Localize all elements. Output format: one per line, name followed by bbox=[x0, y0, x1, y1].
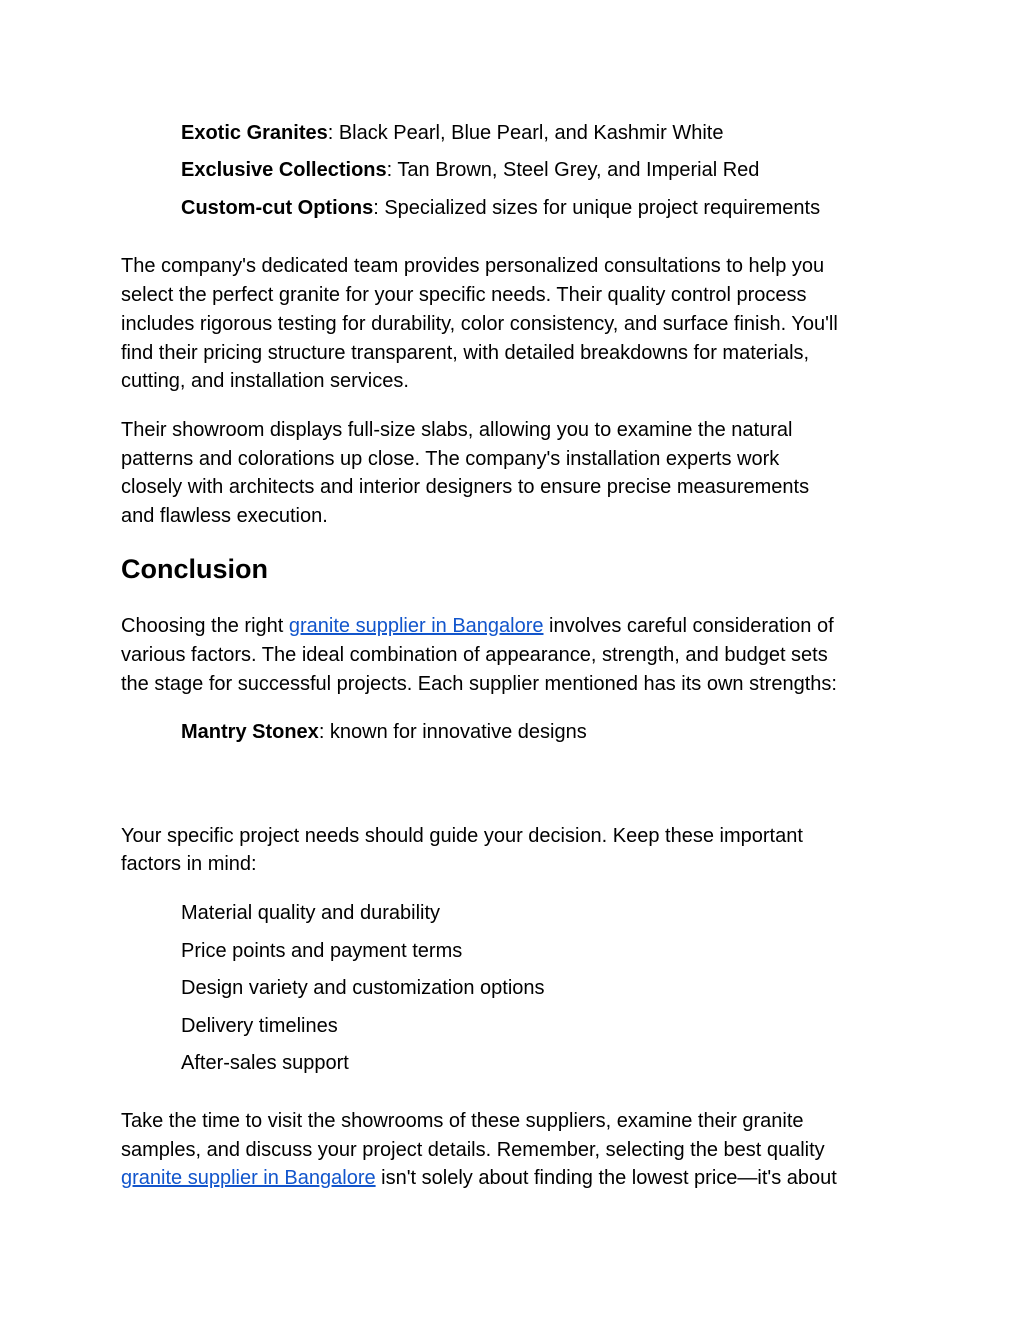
paragraph-line bbox=[121, 612, 834, 641]
paragraph-line: samples, and discuss your project details. Remember, selecting the best quality bbox=[121, 1139, 825, 1161]
paragraph-line: closely with architects and interior designers to ensure precise measurements bbox=[121, 476, 810, 498]
paragraph-line: includes rigorous testing for durability, color consistency, and surface finish. You'll bbox=[121, 313, 838, 335]
list-item bbox=[181, 194, 820, 223]
paragraph-line: and flawless execution. bbox=[121, 505, 328, 527]
list-item: Price points and payment terms bbox=[181, 940, 463, 962]
list-item-term: Exclusive Collections bbox=[181, 159, 387, 181]
paragraph-line: The company's dedicated team provides personalized consultations to help you bbox=[121, 255, 825, 277]
list-item-term: Custom-cut Options bbox=[181, 197, 374, 219]
text-segment: isn't solely about finding the lowest price—it's about bbox=[375, 1167, 837, 1189]
list-item: After-sales support bbox=[181, 1052, 349, 1074]
granite-supplier-link[interactable]: granite supplier in Bangalore bbox=[288, 615, 544, 637]
list-item: Design variety and customization options bbox=[181, 977, 545, 999]
paragraph-line: patterns and colorations up close. The company's installation experts work bbox=[121, 448, 780, 470]
list-item bbox=[181, 156, 759, 185]
list-item bbox=[181, 718, 587, 747]
list-item-term: Exotic Granites bbox=[181, 122, 328, 144]
granite-supplier-link[interactable]: granite supplier in Bangalore bbox=[121, 1167, 376, 1189]
list-item-desc: : Tan Brown, Steel Grey, and Imperial Red bbox=[386, 159, 760, 181]
list-item-desc: : known for innovative designs bbox=[318, 721, 587, 743]
list-item bbox=[181, 119, 723, 148]
paragraph-line: Take the time to visit the showrooms of these suppliers, examine their granite bbox=[121, 1110, 804, 1132]
paragraph-line: select the perfect granite for your specific needs. Their quality control process bbox=[121, 284, 807, 306]
list-item-term: Mantry Stonex bbox=[181, 721, 319, 743]
list-item: Material quality and durability bbox=[181, 902, 441, 924]
section-heading: Conclusion bbox=[121, 554, 268, 584]
paragraph-line: Your specific project needs should guide your decision. Keep these important bbox=[121, 825, 803, 847]
list-item-desc: : Specialized sizes for unique project requirements bbox=[373, 197, 821, 219]
list-item-desc: : Black Pearl, Blue Pearl, and Kashmir White bbox=[327, 122, 724, 144]
paragraph-line bbox=[121, 1164, 837, 1193]
paragraph-line: factors in mind: bbox=[121, 853, 257, 875]
text-segment: Choosing the right bbox=[121, 615, 289, 637]
paragraph-line: find their pricing structure transparent, with detailed breakdowns for materials, bbox=[121, 342, 810, 364]
paragraph-line: various factors. The ideal combination of appearance, strength, and budget sets bbox=[121, 644, 828, 666]
paragraph-line: the stage for successful projects. Each supplier mentioned has its own strengths: bbox=[121, 673, 837, 695]
text-segment: involves careful consideration of bbox=[543, 615, 834, 637]
list-item: Delivery timelines bbox=[181, 1015, 338, 1037]
paragraph-line: cutting, and installation services. bbox=[121, 370, 409, 392]
paragraph-line: Their showroom displays full-size slabs, allowing you to examine the natural bbox=[121, 419, 793, 441]
